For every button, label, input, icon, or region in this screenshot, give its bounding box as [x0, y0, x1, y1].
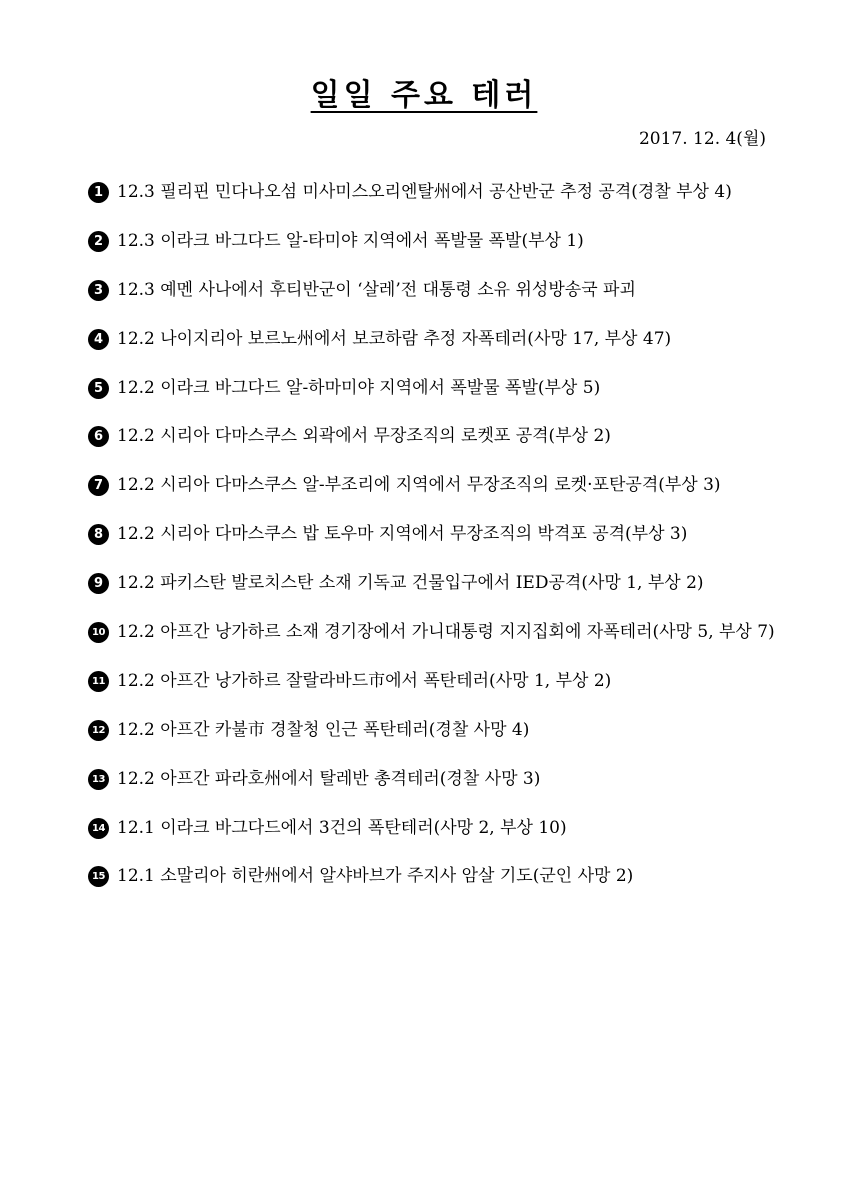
incident-item: [88, 278, 778, 327]
incident-text: 12.3 예멘 사나에서 후티반군이 ‘살레’전 대통령 소유 위성방송국 파괴: [117, 279, 636, 300]
item-number-badge: 13: [88, 769, 109, 790]
item-number-badge: 15: [88, 866, 109, 887]
incident-item: [88, 376, 778, 425]
incident-item: [88, 669, 778, 718]
incident-item: [88, 767, 778, 816]
item-number-badge: 7: [88, 475, 109, 496]
item-number-badge: 3: [88, 280, 109, 301]
incident-text: 12.2 파키스탄 발로치스탄 소재 기독교 건물입구에서 IED공격(사망 1, 부상 2): [117, 573, 704, 594]
item-number-badge: 10: [88, 622, 109, 643]
incident-item: [88, 424, 778, 473]
incident-text: 12.3 이라크 바그다드 알-타미야 지역에서 폭발물 폭발(부상 1): [117, 230, 584, 251]
incident-text: 12.2 시리아 다마스쿠스 밥 토우마 지역에서 무장조직의 박격포 공격(부상 3): [117, 524, 688, 545]
incident-text: 12.2 아프간 낭가하르 소재 경기장에서 가니대통령 지지집회에 자폭테러(사망 5, 부상 7): [117, 622, 775, 643]
item-number-badge: 9: [88, 573, 109, 594]
incident-item: [88, 327, 778, 376]
incident-item: [88, 864, 778, 913]
incident-item: [88, 718, 778, 767]
incident-list: [88, 180, 778, 913]
item-number-badge: 2: [88, 231, 109, 252]
incident-text: 12.2 시리아 다마스쿠스 외곽에서 무장조직의 로켓포 공격(부상 2): [117, 426, 611, 447]
item-number-badge: 1: [88, 182, 109, 203]
incident-text: 12.3 필리핀 민다나오섬 미사미스오리엔탈州에서 공산반군 추정 공격(경찰 부상 4): [117, 182, 732, 202]
incident-text: 12.2 아프간 낭가하르 잘랄라바드市에서 폭탄테러(사망 1, 부상 2): [117, 670, 612, 691]
item-number-badge: 12: [88, 720, 109, 741]
incident-text: 12.2 아프간 카불市 경찰청 인근 폭탄테러(경찰 사망 4): [117, 719, 530, 740]
item-number-badge: 8: [88, 524, 109, 545]
item-number-badge: 14: [88, 818, 109, 839]
item-number-badge: 6: [88, 426, 109, 447]
incident-text: 12.2 시리아 다마스쿠스 알-부조리에 지역에서 무장조직의 로켓·포탄공격(부상 3): [117, 475, 721, 496]
incident-item: [88, 473, 778, 522]
page-title-text: 일일 주요 테러: [310, 78, 538, 113]
incident-text: 12.2 아프간 파라호州에서 탈레반 총격테러(경찰 사망 3): [117, 768, 541, 789]
incident-item: [88, 816, 778, 865]
incident-item: [88, 571, 778, 620]
page-title: [0, 76, 848, 116]
item-number-badge: 4: [88, 329, 109, 350]
incident-item: [88, 180, 778, 229]
incident-item: [88, 229, 778, 278]
incident-text: 12.2 나이지리아 보르노州에서 보코하람 추정 자폭테러(사망 17, 부상 47): [117, 328, 672, 349]
item-number-badge: 11: [88, 671, 109, 692]
item-number-badge: 5: [88, 378, 109, 399]
incident-item: [88, 620, 778, 669]
incident-text: 12.1 소말리아 히란州에서 알샤바브가 주지사 암살 기도(군인 사망 2): [117, 866, 634, 887]
report-date: 2017. 12. 4(월): [638, 129, 766, 149]
incident-item: [88, 522, 778, 571]
incident-text: 12.2 이라크 바그다드 알-하마미야 지역에서 폭발물 폭발(부상 5): [117, 377, 601, 398]
incident-text: 12.1 이라크 바그다드에서 3건의 폭탄테러(사망 2, 부상 10): [117, 817, 567, 838]
